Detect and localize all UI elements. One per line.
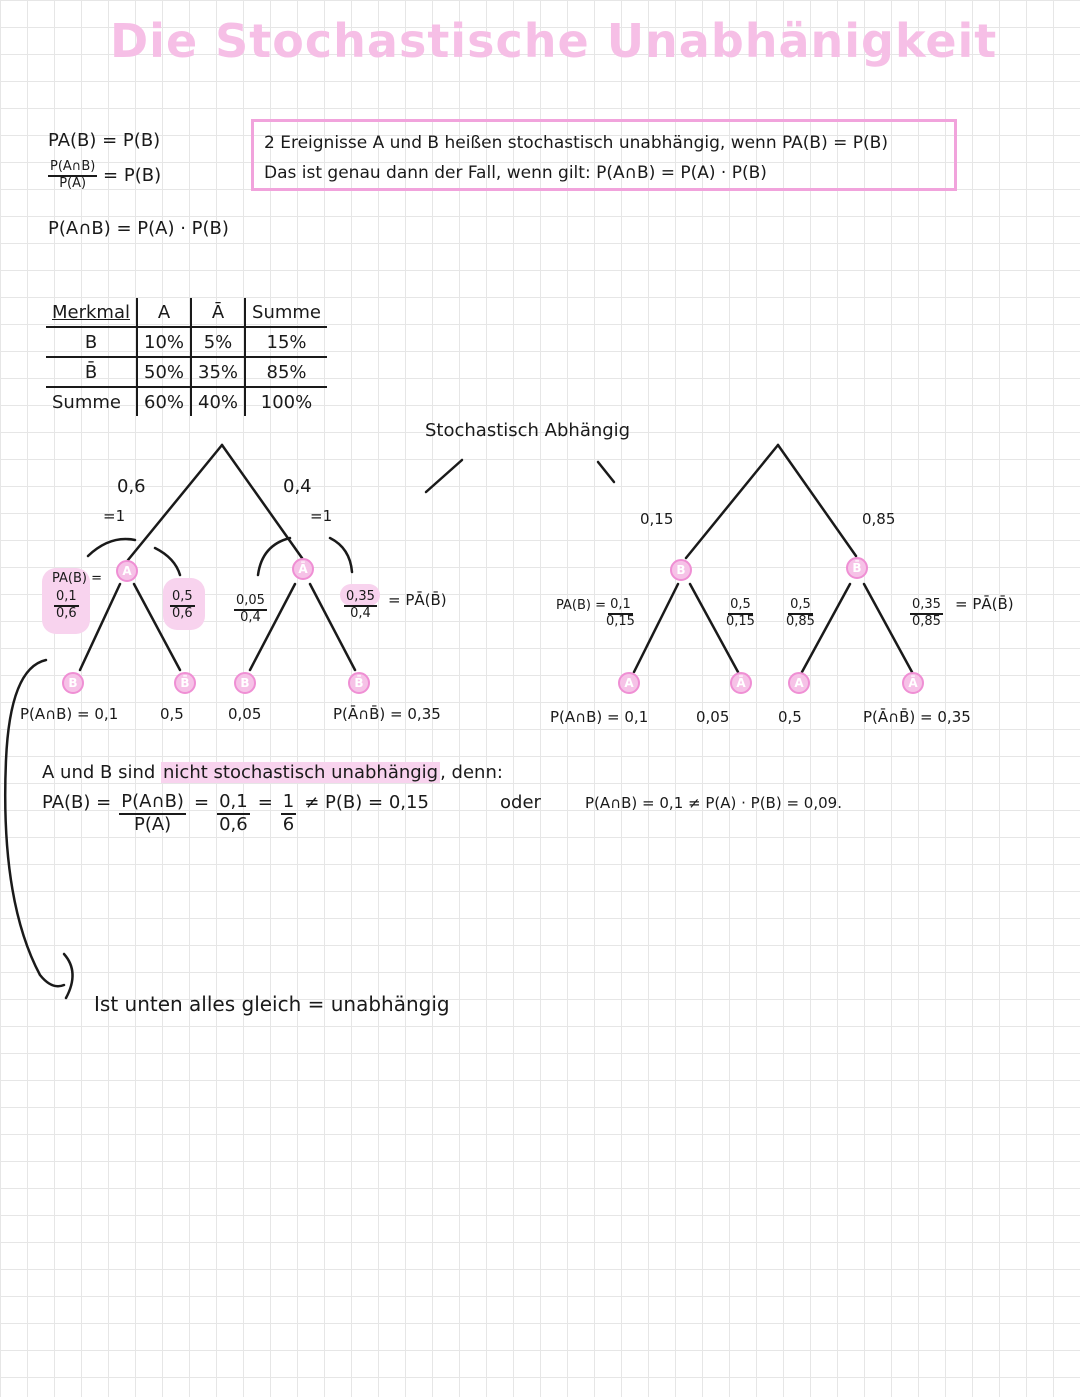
tree2-edge <box>634 584 678 672</box>
tree2-result: 0,5 <box>778 708 802 726</box>
conclusion-neq: ≠ P(B) = 0,15 <box>304 792 429 813</box>
tree1-edge <box>222 445 302 558</box>
note: Ist unten alles gleich = unabhängig <box>94 992 450 1016</box>
table-cell: 10% <box>137 327 191 357</box>
fraction-denominator: 0,85 <box>912 613 941 629</box>
fraction-numerator: 0,1 <box>608 598 633 615</box>
tree1-node-abar: Ā <box>292 558 314 580</box>
fraction-numerator: P(A∩B) <box>119 792 186 815</box>
tree1-eq-right: =1 <box>310 507 333 525</box>
fraction-equals: = P(B) <box>103 164 162 186</box>
tree2-result: P(A∩B) = 0,1 <box>550 708 649 726</box>
tree2-frac-3 <box>786 598 815 630</box>
tree2-node-bbar: B̄ <box>846 557 868 579</box>
bracket-arrow-head <box>64 954 73 998</box>
tree1-arc <box>330 538 352 572</box>
conclusion-line-1 <box>42 762 503 783</box>
tree1-frac-2 <box>170 590 195 622</box>
table-cell: 15% <box>245 327 327 357</box>
conclusion-highlight: nicht stochastisch unabhängig <box>163 762 439 783</box>
heading-stroke <box>426 460 462 492</box>
tree1-branch-right: 0,4 <box>283 476 312 497</box>
page-title: Die Stochastische Unabhänigkeit <box>110 14 998 68</box>
fraction-numerator: 0,05 <box>234 594 267 611</box>
fraction-numerator: 0,1 <box>217 792 250 815</box>
tree2-branch-right: 0,85 <box>862 510 896 528</box>
table-cell: B̄ <box>46 357 137 387</box>
fraction-denominator: 0,6 <box>56 605 77 621</box>
fraction-numerator: 0,35 <box>910 598 943 615</box>
tree1-arc <box>88 539 135 556</box>
tree1-result: 0,5 <box>160 705 184 723</box>
conclusion-pre: A und B sind <box>42 762 162 783</box>
tree1-frac-1 <box>54 590 79 622</box>
tree2-leaf: Ā <box>902 672 924 694</box>
fraction <box>281 792 296 835</box>
table-header-cell: Merkmal <box>46 298 137 327</box>
conclusion-pa: PA(B) = <box>42 792 112 813</box>
tree2-result: P(Ā∩B̄) = 0,35 <box>863 708 971 726</box>
table-cell: B <box>46 327 137 357</box>
tree2-leaf: Ā <box>730 672 752 694</box>
conclusion-alt: P(A∩B) = 0,1 ≠ P(A) · P(B) = 0,09. <box>585 794 842 812</box>
fraction-numerator: 0,5 <box>788 598 813 615</box>
tree1-arc <box>155 548 180 575</box>
conclusion-oder: oder <box>500 792 541 813</box>
fraction <box>119 792 186 835</box>
conclusion-line-2 <box>42 792 429 835</box>
fraction-denominator: 0,6 <box>172 605 193 621</box>
formula-line-3: P(A∩B) = P(A) · P(B) <box>48 218 229 239</box>
conclusion-eq: = <box>257 792 273 813</box>
conclusion-post: , denn: <box>440 762 503 783</box>
tree2-edge <box>864 584 912 672</box>
tree1-arc <box>258 538 290 575</box>
tree2-edge <box>686 445 778 558</box>
fraction-denominator: P(A) <box>133 813 172 835</box>
fraction-denominator: 6 <box>282 813 295 835</box>
table-cell: 35% <box>191 357 245 387</box>
tree1-edge <box>128 445 222 560</box>
tree1-result: 0,05 <box>228 705 262 723</box>
fraction-numerator: 1 <box>281 792 296 815</box>
tree2-frac-4 <box>910 598 943 630</box>
tree2-pa-label: PA(B) = <box>556 598 606 613</box>
tree1-node-a: A <box>116 560 138 582</box>
tree1-branch-left: 0,6 <box>117 476 146 497</box>
fraction-numerator: 0,5 <box>170 590 195 607</box>
tree1-leaf: B <box>62 672 84 694</box>
fraction-denominator: 0,15 <box>606 613 635 629</box>
table-cell: 85% <box>245 357 327 387</box>
tree2-edge <box>778 445 856 556</box>
fraction-denominator: 0,4 <box>350 605 371 621</box>
definition-line-1: 2 Ereignisse A und B heißen stochastisch unabhängig, wenn PA(B) = P(B) <box>264 133 888 153</box>
tree1-pa-label: PA(B) = <box>52 571 102 586</box>
tree2-result: 0,05 <box>696 708 730 726</box>
fraction-numerator: 0,1 <box>54 590 79 607</box>
tree2-leaf: A <box>618 672 640 694</box>
tree1-eq-left: =1 <box>103 507 126 525</box>
table-cell: 40% <box>191 387 245 416</box>
tree1-result: P(Ā∩B̄) = 0,35 <box>333 705 441 723</box>
table-header-cell: Summe <box>245 298 327 327</box>
tree2-suffix: = PĀ(B̄) <box>955 595 1014 613</box>
fraction-denominator: 0,4 <box>240 609 261 625</box>
dependent-heading: Stochastisch Abhängig <box>425 420 631 441</box>
tree2-frac-2 <box>726 598 755 630</box>
table-cell: 60% <box>137 387 191 416</box>
conclusion-eq: = <box>193 792 210 813</box>
table-cell: Summe <box>46 387 137 416</box>
fraction-numerator: 0,5 <box>728 598 753 615</box>
fraction-numerator: P(A∩B) <box>48 160 97 177</box>
formula-line-1: PA(B) = P(B) <box>48 130 161 151</box>
heading-stroke <box>598 462 614 482</box>
tree2-frac-1 <box>606 598 635 630</box>
fraction-denominator: 0,15 <box>726 613 755 629</box>
table-header-cell: A <box>137 298 191 327</box>
tree1-result: P(A∩B) = 0,1 <box>20 705 119 723</box>
tree2-leaf: A <box>788 672 810 694</box>
fraction <box>217 792 250 835</box>
tree1-frac-4 <box>344 590 377 622</box>
tree1-leaf: B̄ <box>348 672 370 694</box>
tree1-frac-3 <box>234 594 267 626</box>
tree2-branch-left: 0,15 <box>640 510 674 528</box>
table-cell: 5% <box>191 327 245 357</box>
tree1-leaf: B̄ <box>174 672 196 694</box>
table-cell: 100% <box>260 391 313 413</box>
fraction-denominator: 0,85 <box>786 613 815 629</box>
tree1-leaf: B <box>234 672 256 694</box>
fraction-numerator: 0,35 <box>344 590 377 607</box>
definition-line-2: Das ist genau dann der Fall, wenn gilt: P(A∩B) = P(A) · P(B) <box>264 163 767 183</box>
fraction-denominator: P(A) <box>59 175 87 191</box>
tree1-suffix: = PĀ(B̄) <box>388 591 447 609</box>
table-cell: 50% <box>137 357 191 387</box>
table-header-cell: Ā <box>191 298 245 327</box>
tree2-node-b: B <box>670 559 692 581</box>
fraction-denominator: 0,6 <box>219 813 248 835</box>
